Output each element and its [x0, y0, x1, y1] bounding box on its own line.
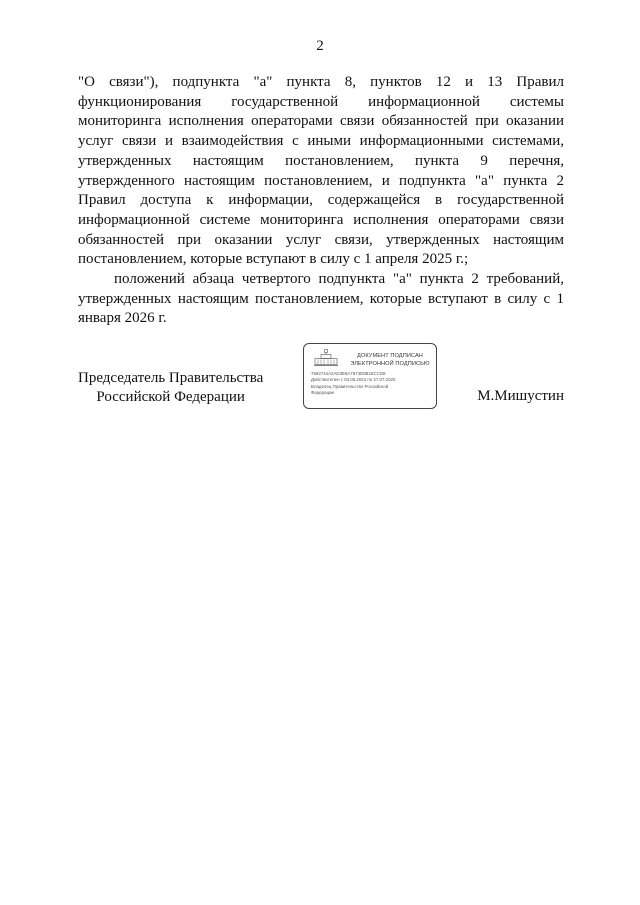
- paragraph-provisions: положений абзаца четвертого подпункта "а" пункта 2 требований, утвержденных настоящим постановлением, которые вступают в силу с 1 января 2026 г.: [78, 271, 564, 327]
- signer-position-line-2: Российской Федерации: [96, 389, 245, 405]
- government-building-icon: [314, 349, 338, 367]
- signer-position-line-1: Председатель Правительства: [78, 370, 264, 386]
- document-body: [78, 73, 564, 329]
- stamp-heading-line-1: ДОКУМЕНТ ПОДПИСАН: [357, 353, 423, 359]
- stamp-heading-line-2: ЭЛЕКТРОННОЙ ПОДПИСЬЮ: [350, 361, 430, 367]
- stamp-validity: Действителен с 03.05.2024 по 27.07.2025: [311, 377, 396, 383]
- stamp-owner-line-2: Федерации: [311, 389, 334, 395]
- page-number: 2: [316, 38, 324, 54]
- stamp-certificate: 7692744А2АD3E9A7873D8B18CCD8: [311, 371, 386, 376]
- stamp-owner-line-1: Владелец Правительство Российской: [311, 383, 389, 389]
- stamp-heading: [344, 352, 436, 368]
- signer-position: [78, 369, 263, 407]
- paragraph-continuation: "О связи"), подпункта "а" пункта 8, пунктов 12 и 13 Правил функционирования государственной информационной системы мониторинга исполнения операторами связи обязанностей при оказании услуг связи и взаимодействия с иными информационными системами, утвержденных настоящим постановлением, пункта 9 перечня, утвержденного настоящим постановлением, и подпункта "а" пункта 2 Правил доступа к информации, содержащейся в государственной информационной системе мониторинга исполнения операторами связи обязанностей при оказании услуг связи, утвержденных настоящим постановлением, которые вступают в силу с 1 апреля 2025 г.;: [78, 74, 564, 268]
- signer-name: М.Мишустин: [477, 388, 564, 404]
- stamp-details: [311, 371, 435, 396]
- electronic-signature-stamp: [303, 343, 437, 409]
